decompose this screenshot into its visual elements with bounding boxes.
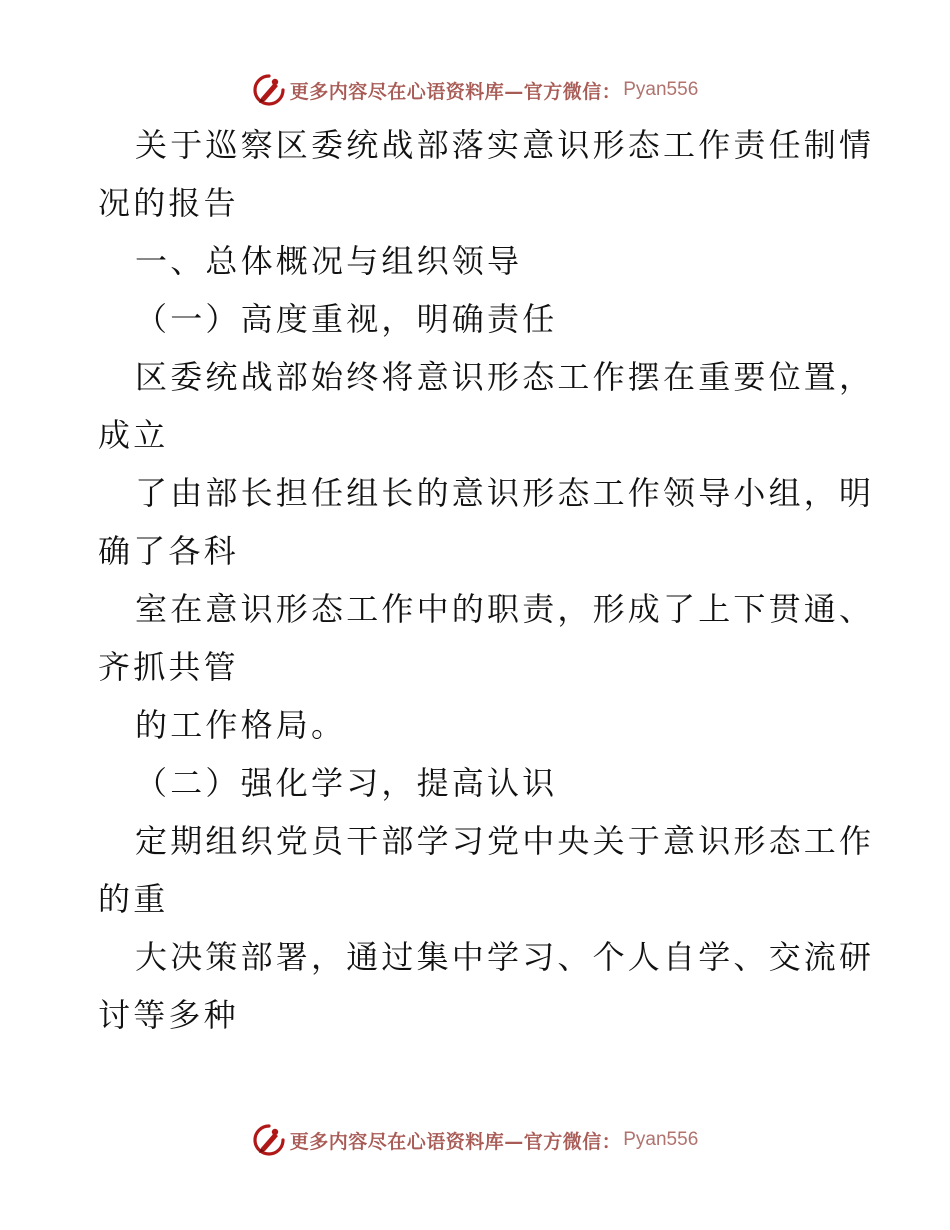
section-heading: 一、总体概况与组织领导 xyxy=(135,242,523,280)
document-title-line-2: 况的报告 xyxy=(98,184,239,222)
paragraph-line: 大决策部署，通过集中学习、个人自学、交流研 xyxy=(135,938,875,976)
banner-slogan: 更多内容尽在心语资料库—官方微信： xyxy=(289,1130,622,1153)
paragraph-line: 室在意识形态工作中的职责，形成了上下贯通、 xyxy=(135,590,875,628)
footer-banner xyxy=(0,1122,950,1158)
header-banner xyxy=(0,72,950,108)
paragraph-line: 齐抓共管 xyxy=(98,648,239,686)
document-title-line-1: 关于巡察区委统战部落实意识形态工作责任制情 xyxy=(135,126,875,164)
pen-circle-icon xyxy=(252,73,286,107)
paragraph-line: 的重 xyxy=(98,880,169,918)
subsection-heading-1: （一）高度重视，明确责任 xyxy=(135,300,558,338)
paragraph-line: 区委统战部始终将意识形态工作摆在重要位置， xyxy=(135,358,875,396)
paragraph-line: 定期组织党员干部学习党中央关于意识形态工作 xyxy=(135,822,875,860)
banner-handle: Pyan556 xyxy=(623,1129,699,1150)
subsection-heading-2: （二）强化学习，提高认识 xyxy=(135,764,558,802)
document-body xyxy=(98,116,875,1044)
banner-slogan: 更多内容尽在心语资料库—官方微信： xyxy=(289,80,622,103)
paragraph-line: 的工作格局。 xyxy=(135,706,347,744)
paragraph-line: 确了各科 xyxy=(98,532,239,570)
paragraph-line: 成立 xyxy=(98,416,169,454)
banner-handle: Pyan556 xyxy=(623,79,699,100)
paragraph-line: 讨等多种 xyxy=(98,996,239,1034)
paragraph-line: 了由部长担任组长的意识形态工作领导小组，明 xyxy=(135,474,875,512)
pen-circle-icon xyxy=(252,1123,286,1157)
